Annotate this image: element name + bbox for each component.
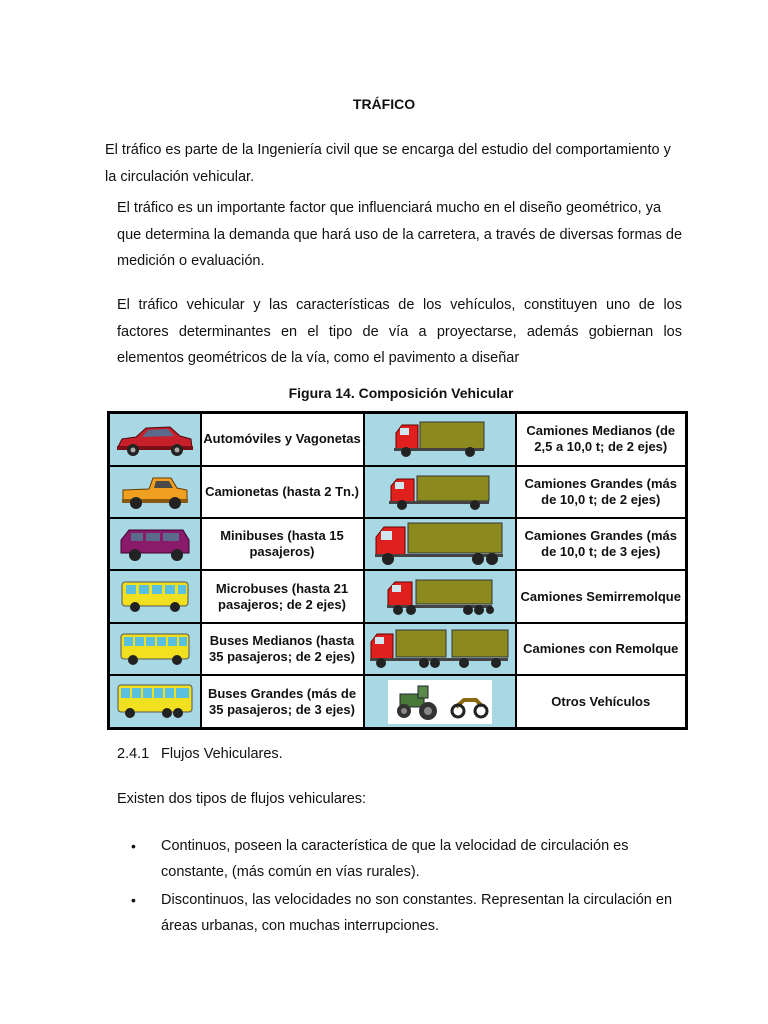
minibus-icon <box>109 518 201 570</box>
page-title: TRÁFICO <box>352 96 416 112</box>
paragraph-1: El tráfico es parte de la Ingeniería civil que se encarga del estudio del comportamiento y la circulación vehicular. <box>105 142 671 185</box>
paragraph-2: El tráfico es un importante factor que influenciará mucho en el diseño geométrico, ya que determina la demanda que hará uso de la carretera, a través de diversas formas de medición o evaluación. <box>117 200 683 269</box>
vehicle-label: Camiones Grandes (más de 10,0 t; de 2 ejes) <box>516 466 687 518</box>
flow-types-list <box>127 833 682 941</box>
list-item-text: Discontinuos, las velocidades no son constantes. Representan la circulación en áreas urbanas, con muchas interrupciones. <box>161 892 673 934</box>
table-row <box>109 413 687 466</box>
section-title: Flujos Vehiculares. <box>161 746 283 762</box>
semitrailer-truck-icon <box>364 570 516 622</box>
vehicle-label: Buses Grandes (más de 35 pasajeros; de 3 ejes) <box>201 675 364 728</box>
tractor-motorcycle-icon <box>364 675 516 728</box>
large-truck-3-axle-icon <box>364 518 516 570</box>
list-item <box>127 833 682 885</box>
paragraph-3: El tráfico vehicular y las características de los vehículos, constituyen uno de los factores determinantes en el tipo de vía a proyectarse, además gobiernan los elementos geométricos de la vía, como el pavimento a diseñar <box>117 297 682 366</box>
microbus-icon <box>109 570 201 622</box>
medium-truck-icon <box>364 413 516 466</box>
vehicle-label: Microbuses (hasta 21 pasajeros; de 2 ejes) <box>201 570 364 622</box>
vehicle-label: Camiones Medianos (de 2,5 a 10,0 t; de 2 ejes) <box>516 413 687 466</box>
car-icon <box>109 413 201 466</box>
large-truck-2-axle-icon <box>364 466 516 518</box>
vehicle-label: Camionetas (hasta 2 Tn.) <box>201 466 364 518</box>
section-heading <box>117 746 283 762</box>
table-row <box>109 570 687 622</box>
table-row <box>109 675 687 728</box>
truck-with-trailer-icon <box>364 623 516 675</box>
bullet-icon: • <box>131 892 136 908</box>
list-item-text: Continuos, poseen la característica de que la velocidad de circulación es constante, (más común en vías rurales). <box>161 838 629 880</box>
pickup-truck-icon <box>109 466 201 518</box>
table-row <box>109 623 687 675</box>
vehicle-label: Automóviles y Vagonetas <box>201 413 364 466</box>
vehicle-label: Otros Vehículos <box>516 675 687 728</box>
bullet-icon: • <box>131 838 136 854</box>
vehicle-label: Camiones Grandes (más de 10,0 t; de 3 ejes) <box>516 518 687 570</box>
vehicle-label: Camiones con Remolque <box>516 623 687 675</box>
vehicle-label: Buses Medianos (hasta 35 pasajeros; de 2 ejes) <box>201 623 364 675</box>
list-item <box>127 887 682 939</box>
figure-caption: Figura 14. Composición Vehicular <box>288 385 514 401</box>
table-row <box>109 518 687 570</box>
vehicle-label: Camiones Semirremolque <box>516 570 687 622</box>
vehicle-label: Minibuses (hasta 15 pasajeros) <box>201 518 364 570</box>
large-bus-icon <box>109 675 201 728</box>
medium-bus-icon <box>109 623 201 675</box>
paragraph-4: Existen dos tipos de flujos vehiculares: <box>117 791 367 807</box>
vehicle-composition-table <box>107 411 688 730</box>
section-number: 2.4.1 <box>117 746 150 762</box>
table-row <box>109 466 687 518</box>
